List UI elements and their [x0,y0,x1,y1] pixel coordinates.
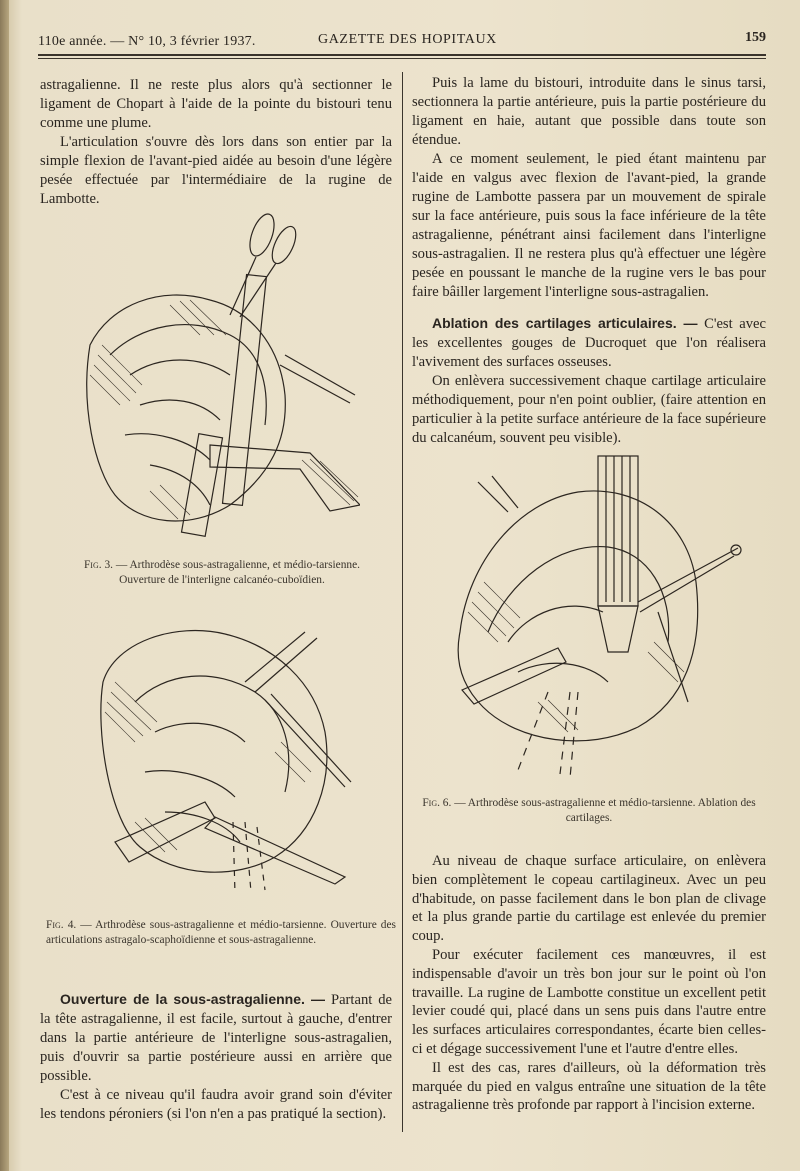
paragraph: astragalienne. Il ne reste plus alors qu'à sectionner le ligament de Chopart à l'aide de la pointe du bistouri tenu comme une plume. [40,77,392,131]
header-rule [38,54,766,56]
right-column-top [412,74,766,448]
column-divider [402,72,403,1132]
issue-info: 110e année. — N° 10, 3 février 1937. [38,34,256,49]
figure-4-illustration [95,622,355,902]
paragraph: A ce moment seulement, le pied étant maintenu par l'aide en valgus avec flexion de l'avant-pied, la grande rugine de Lambotte passera par un mouvement de spirale sur la face antérieure, puis sous la face inférieure de la tête astragalienne, pénétrant ainsi facilement dans l'interligne sous-astragalien. Il ne restera plus qu'à effectuer une légère pesée en poussant le manche de la rugine vers le bas pour faire bâiller largement l'interligne sous-astragalien. [412,151,766,300]
figure-6-caption [412,796,766,826]
figure-6-label: Fig. 6. [422,797,452,809]
journal-title: GAZETTE DES HOPITAUX [318,32,497,47]
section-title-subtalar-opening: Ouverture de la sous-astragalienne. — [60,991,326,1007]
paragraph [40,990,392,1086]
header-rule-thin [38,58,766,59]
paragraph [412,314,766,372]
running-header [38,30,766,54]
page-number: 159 [745,30,766,45]
left-column-top [40,76,392,209]
paragraph: Il est des cas, rares d'ailleurs, où la déformation très marquée du pied en valgus entraîne une situation de la tête astragalienne très profonde par rapport à l'incision externe. [412,1059,766,1114]
paragraph: Puis la lame du bistouri, introduite dans le sinus tarsi, sectionnera la partie antérieure, puis la partie postérieure du ligament en haie, autant que possible dans toute son étendue. [412,75,766,148]
paragraph: C'est à ce niveau qu'il faudra avoir grand soin d'éviter les tendons péroniers (si l'on n'en a pas pratiqué la section). [40,1087,392,1122]
figure-3-caption [62,558,382,588]
figure-3-caption-text: — Arthrodèse sous-astragalienne, et médio-tarsienne. Ouverture de l'interligne calcanéo-cuboïdien. [112,559,361,586]
figure-6-caption-text: — Arthrodèse sous-astragalienne et médio-tarsienne. Ablation des cartilages. [451,797,756,824]
section-title-cartilage-ablation: Ablation des cartilages articulaires. — [432,315,698,331]
paragraph-text: C'est avec les excellentes gouges de Ducroquet que l'on réalisera l'avivement des surfaces osseuses. [412,316,766,370]
paragraph: Au niveau de chaque surface articulaire, on enlèvera bien complètement le copeau cartilagineux. Avec un peu d'habitude, on passe facilement dans le bon plan de clivage et la plus grande partie du cartilage est enlevée du premier coup. [412,853,766,945]
right-column-bottom [412,852,766,1115]
paragraph-text: Partant de la tête astragalienne, il est facile, surtout à gauche, d'entrer dans la partie antérieure de l'interligne sous-astragalien, puis d'ouvrir sa partie postérieure aussi en arrière que possible. [40,992,392,1084]
left-column-bottom [40,990,392,1124]
figure-4-caption-text: — Arthrodèse sous-astragalienne et médio-tarsienne. Ouverture des articulations astragalo-scaphoïdienne et sous-astragalienne. [46,919,396,946]
binding-spine [0,0,9,1171]
figure-3-illustration [70,205,360,545]
figure-4-caption [46,918,396,948]
paragraph: L'articulation s'ouvre dès lors dans son entier par la simple flexion de l'avant-pied aidée au besoin d'une légère pesée effectuée par l'intermédiaire de la rugine de Lambotte. [40,134,392,207]
figure-3-label: Fig. 3. [83,559,113,571]
paragraph: On enlèvera successivement chaque cartilage articulaire méthodiquement, pour n'en point oublier, (faire attention en particulier à la petite surface antérieure de la face supérieure du calcanéum, souvent peu visible). [412,373,766,446]
paragraph: Pour exécuter facilement ces manœuvres, il est indispensable d'avoir un très bon jour sur le point où l'on travaille. La rugine de Lambotte constitue un excellent petit levier coudé qui, placé dans un sens puis dans l'autre entre les surfaces articulaires correspondantes, écarte bien celles-ci et dégage successivement l'une et l'autre d'entre elles. [412,946,766,1057]
figure-4-label: Fig. 4. [46,919,77,931]
figure-6-illustration [448,452,748,782]
